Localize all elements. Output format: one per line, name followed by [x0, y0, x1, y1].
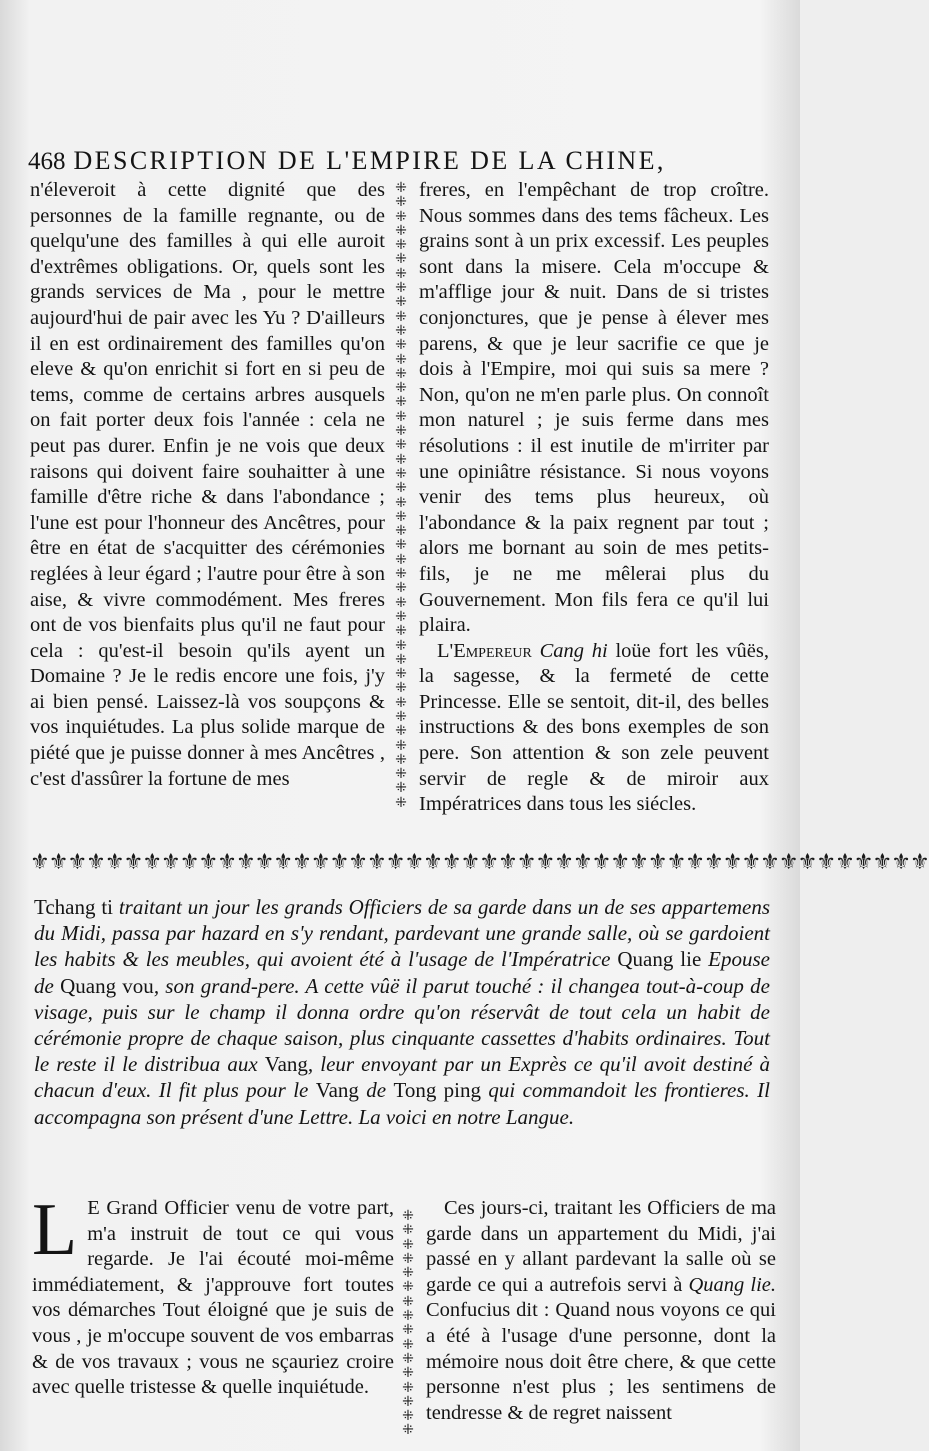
running-header — [28, 146, 788, 176]
intro-text-5: de — [358, 1078, 394, 1103]
column-separator-lower: ⁜ ⁜ ⁜ ⁜ ⁜ ⁜ ⁜ ⁜ ⁜ ⁜ ⁜ ⁜ ⁜ ⁜ ⁜ ⁜ — [402, 1209, 414, 1439]
drop-cap: L — [32, 1189, 78, 1271]
upper-left-column — [30, 178, 385, 792]
ornamental-band: ⚜⚜⚜⚜⚜⚜⚜⚜⚜⚜⚜⚜⚜⚜⚜⚜⚜⚜⚜⚜⚜⚜⚜⚜⚜⚜⚜⚜⚜⚜⚜⚜⚜⚜⚜⚜⚜⚜⚜⚜⚜⚜⚜⚜⚜⚜⚜⚜ — [30, 849, 929, 874]
name-vang-1: Vang — [264, 1052, 308, 1077]
emperor-name: Cang hi — [539, 639, 608, 662]
intro-paragraph — [34, 894, 770, 1130]
intro-text-1: traitant un jour les grands Officiers de sa garde dans un de ses appartemens du Midi, passa par hazard en s'y rendant, pardevant une grande salle, où se gardoient les habits & les meubles, qui avoient été à l'usage de l'Impératrice — [34, 895, 771, 972]
letter-left-column — [32, 1189, 394, 1401]
letter-left-body: E Grand Officier venu de votre part, m'a instruit de tout ce qui vous regarde. Je l'ai écouté moi-même immédiatement, & j'approuve fort toutes vos démarches Tout éloigné que je suis de vous , je m'occupe souvent de vos embarras & de vos travaux ; vous ne sçauriez croire avec quelle tristesse & quelle inquiétude. — [32, 1197, 394, 1399]
name-quang-vou: Quang vou — [60, 973, 154, 998]
emperor-word: L'Empereur — [437, 639, 532, 662]
intro-text-2: Epouse de — [34, 947, 770, 998]
upper-right-paragraph-1: freres, en l'empêchant de trop croître. Nous sommes dans des tems fâcheux. Les grains sont à un prix excessif. Les peuples sont dans la misere. Cela m'occupe & m'afflige jour & nuit. Dans de si tristes conjonctures, que je pense à élever mes parens, & que je leur sacrifie ce que je dois à l'Empire, moi qui suis sa mere ? Non, qu'on ne m'en parle plus. On connoît mon naturel ; je suis ferme dans mes résolutions : il est inutile de m'irriter par une opiniâtre résistance. Si nous voyons venir des tems plus heureux, où l'abondance & la paix regnent par tout ; alors me bornant au soin de mes petits-fils, je ne me mêlerai plus du Gouvernement. Mon fils fera ce qu'il lui plaira. — [419, 179, 769, 637]
name-quang-lie-2: Quang lie. — [688, 1273, 776, 1296]
page-number: 468 — [28, 148, 66, 175]
name-tchang-ti: Tchang ti — [34, 895, 113, 919]
intro-text-6: qui commandoit les frontieres. Il accompagna son présent d'une Lettre. La voici en notre Langue. — [34, 1078, 770, 1129]
intro-text-4: , leur envoyant par un Exprès ce qu'il avoit destiné à chacun d'eux. Il fit plus pour le — [34, 1052, 770, 1103]
upper-right-paragraph-2 — [419, 639, 769, 818]
intro-text-3: , son grand-pere. A cette vûë il parut touché : il changea tout-à-coup de visage, puis sur le champ il donna ordre qu'on réservât de tout cela un habit de cérémonie propre de chaque saison, plus cinquante cassettes d'habits ordinaires. Tout le reste il le distribua aux — [34, 973, 770, 1077]
paragraph-2-rest: loüe fort les vûës, la sagesse, & la fermeté de cette Princesse. Elle se sentoit, dit-il, des belles instructions & des bons exemples de son pere. Son attention & son zele peuvent servir de regle & de miroir aux Impératrices dans tous les siécles. — [419, 639, 770, 816]
letter-right-text-1: Ces jours-ci, traitant les Officiers de ma garde dans un appartement du Midi, j'ai passé en y allant pardevant la salle où se garde ce qui a autrefois servi à — [426, 1197, 776, 1296]
letter-right-column — [426, 1196, 776, 1426]
name-vang-2: Vang — [315, 1078, 359, 1103]
running-title: DESCRIPTION DE L'EMPIRE DE LA CHINE, — [73, 146, 666, 175]
name-quang-lie: Quang lie — [617, 947, 702, 972]
upper-left-text: n'éleveroit à cette dignité que des personnes de la famille regnante, ou de quelqu'une des familles à qui elle auroit d'extrêmes obligations. Or, quels sont les grands services de Ma , pour le mettre aujourd'hui de pair avec les Yu ? D'ailleurs il en est ordinairement des familles qu'on eleve & qu'on enrichit si fort en si peu de tems, comme de certains arbres ausquels on fait porter deux fois l'année : cela ne peut pas durer. Enfin je ne vois que deux raisons qui doivent faire souhaitter à une famille d'être riche & dans l'abondance ; l'une est pour l'honneur des Ancêtres, pour être en état de s'acquitter des cérémonies reglées à leur égard ; l'autre pour être à son aise, & vivre commodément. Mes freres ont de vos bienfaits plus qu'il ne faut pour cela : qu'est-il besoin qu'ils ayent un Domaine ? Je le redis encore une fois, j'y ai bien pensé. Laissez-là vos soupçons & vos inquiétudes. La plus solide marque de piété que je puisse donner à mes Ancêtres , c'est d'assûrer la fortune de mes — [30, 179, 385, 790]
letter-right-text — [426, 1196, 776, 1426]
letter-left-text — [32, 1189, 394, 1401]
letter-right-text-2: Confucius dit : Quand nous voyons ce qui a été à l'usage d'une personne, dont la mémoire nous doit être chere, & que cette personne n'est plus ; les sentimens de tendresse & de regret naissent — [426, 1299, 776, 1424]
column-separator-upper: ⁜ ⁜ ⁜ ⁜ ⁜ ⁜ ⁜ ⁜ ⁜ ⁜ ⁜ ⁜ ⁜ ⁜ ⁜ ⁜ ⁜ ⁜ ⁜ ⁜ ⁜ ⁜ ⁜ ⁜ ⁜ ⁜ ⁜ ⁜ ⁜ ⁜ ⁜ ⁜ ⁜ ⁜ ⁜ ⁜ ⁜ ⁜ ⁜ ⁜ ⁜ ⁜ ⁜ ⁜ — [395, 181, 407, 811]
name-tong-ping: Tong ping — [393, 1078, 482, 1103]
upper-right-column — [419, 178, 769, 818]
